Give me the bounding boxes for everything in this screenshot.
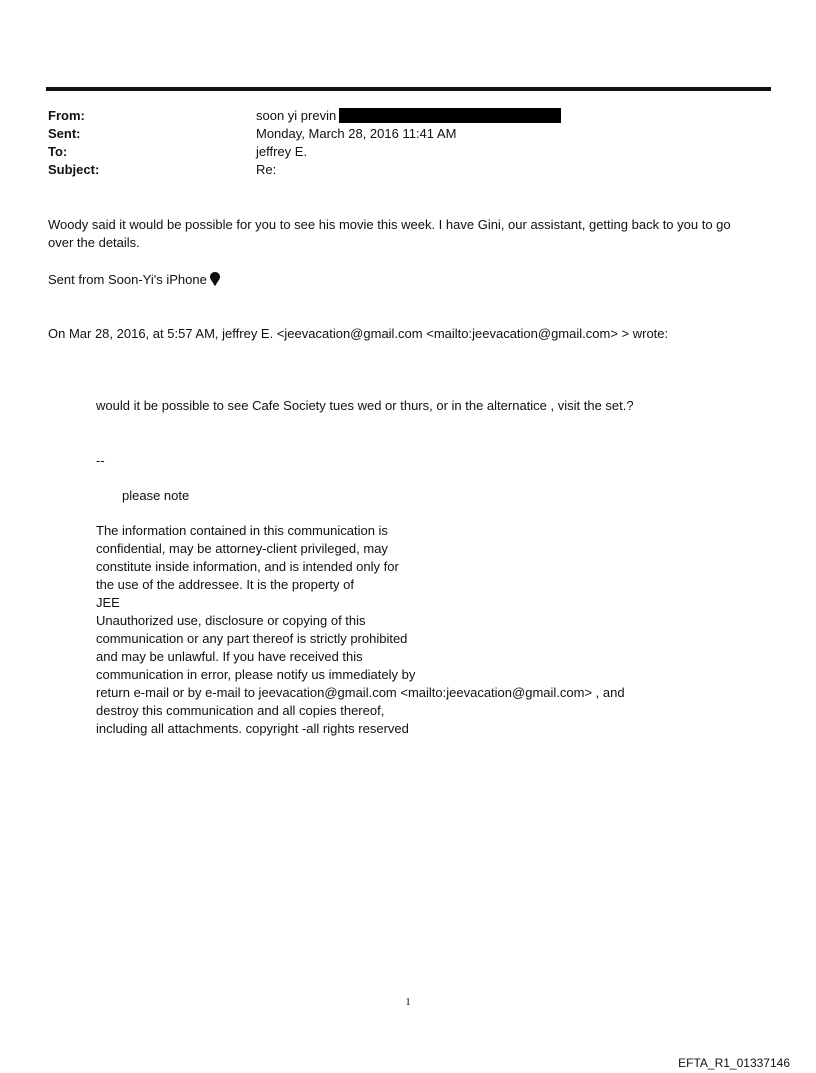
- redaction-box: [339, 108, 561, 123]
- sent-value: Monday, March 28, 2016 11:41 AM: [256, 126, 457, 141]
- signature: [48, 271, 220, 291]
- disclaimer-line: The information contained in this communication is: [96, 523, 388, 538]
- body-line-1: Woody said it would be possible for you to see his movie this week. I have Gini, our assistant, getting back to you to go: [48, 217, 731, 232]
- to-value: jeffrey E.: [256, 144, 308, 159]
- quoted-question: would it be possible to see Cafe Society tues wed or thurs, or in the alternatice , visit the set.?: [96, 398, 634, 413]
- sender-name: soon yi previn: [256, 108, 337, 123]
- disclaimer-line: JEE: [96, 595, 120, 610]
- to-label: To:: [48, 144, 68, 159]
- signature-separator: --: [96, 453, 105, 468]
- header-divider: [46, 87, 771, 91]
- from-label: From:: [48, 108, 85, 123]
- quote-intro: On Mar 28, 2016, at 5:57 AM, jeffrey E. <jeevacation@gmail.com <mailto:jeevacation@gmail.com> > wrote:: [48, 326, 669, 341]
- sent-label: Sent:: [48, 126, 81, 141]
- disclaimer-line: and may be unlawful. If you have received this: [96, 649, 363, 664]
- please-note: please note: [122, 488, 190, 503]
- disclaimer-line: the use of the addressee. It is the property of: [96, 577, 354, 592]
- subject-label: Subject:: [48, 162, 100, 177]
- signature-text: Sent from Soon-Yi's iPhone: [48, 272, 207, 287]
- disclaimer-line: return e-mail or by e-mail to jeevacation@gmail.com <mailto:jeevacation@gmail.com> , and: [96, 685, 625, 700]
- from-value: [256, 107, 561, 125]
- disclaimer-line: Unauthorized use, disclosure or copying of this: [96, 613, 366, 628]
- disclaimer-line: communication in error, please notify us immediately by: [96, 667, 416, 682]
- disclaimer-line: constitute inside information, and is intended only for: [96, 559, 399, 574]
- disclaimer-line: including all attachments. copyright -all rights reserved: [96, 721, 409, 736]
- body-line-2: over the details.: [48, 235, 140, 250]
- subject-value: Re:: [256, 162, 277, 177]
- map-pin-icon: [210, 272, 220, 291]
- page-number: 1: [405, 996, 411, 1008]
- bates-number: EFTA_R1_01337146: [678, 1056, 790, 1070]
- disclaimer-line: confidential, may be attorney-client privileged, may: [96, 541, 388, 556]
- disclaimer-line: destroy this communication and all copies thereof,: [96, 703, 385, 718]
- disclaimer-line: communication or any part thereof is strictly prohibited: [96, 631, 408, 646]
